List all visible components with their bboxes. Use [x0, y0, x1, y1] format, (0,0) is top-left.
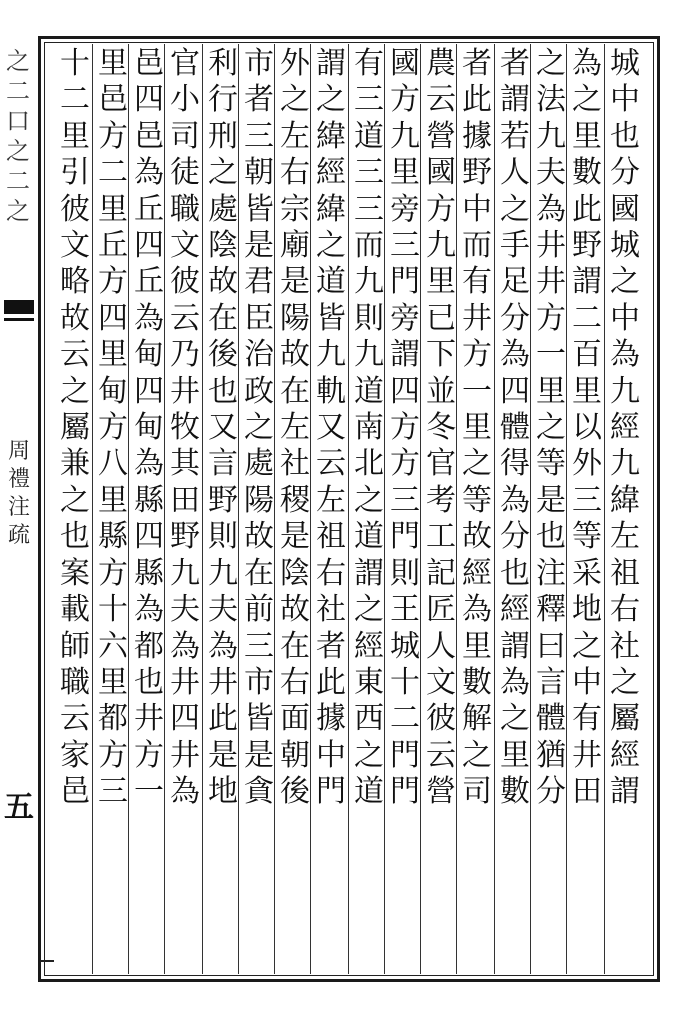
fish-tail-mark [4, 300, 34, 314]
bottom-tick [40, 960, 54, 962]
column-rule [604, 44, 605, 974]
text-column-6: 農云營國方九里已下並冬官考工記匠人文彼云營 [426, 46, 456, 810]
column-rule [494, 44, 495, 974]
text-column-14: 邑四邑為丘四丘為甸四甸為縣四縣為都也井方一 [134, 46, 164, 810]
text-column-12: 利行刑之處陰故在後也又言野則九夫為井此是地 [208, 46, 238, 810]
fish-tail-rule [4, 318, 34, 321]
text-column-8: 有三道三三而九則九道南北之道謂之經東西之道 [354, 46, 384, 810]
text-column-13: 官小司徒職文彼云乃井牧其田野九夫為井四井為 [170, 46, 200, 810]
text-column-10: 外之左右宗廟是陽故在左社稷是陰故在右面朝後 [280, 46, 310, 810]
column-rule [202, 44, 203, 974]
text-column-7: 國方九里旁三門旁謂四方方三門則王城十二門門 [390, 46, 420, 810]
text-column-1: 城中也分國城之中為九經九緯左祖右社之屬經謂 [610, 46, 640, 810]
column-rule [348, 44, 349, 974]
text-column-16: 十二里引彼文略故云之屬兼之也案載師職云家邑 [60, 46, 90, 810]
text-column-15: 里邑方二里丘方四里甸方八里縣方十六里都方三 [98, 46, 128, 810]
text-column-2: 為之里數此野謂二百里以外三等采地之中有井田 [572, 46, 602, 810]
text-column-3: 之法九夫為井井方一里之等是也注釋曰言體猶分 [536, 46, 566, 810]
column-rule [92, 44, 93, 974]
text-column-5: 者此據野中而有井方一里之等故經為里數解之司 [462, 46, 492, 810]
book-title: 周禮注疏 [7, 439, 30, 548]
text-column-11: 市者三朝皆是君臣治政之處陽故在前三市皆是貪 [244, 46, 274, 810]
text-column-4: 者謂若人之手足分為四體得為分也經謂為之里數 [500, 46, 530, 810]
page-number: 五 [4, 790, 34, 825]
text-column-9: 謂之緯經緯之道皆九軌又云左祖右社者此據中門 [316, 46, 346, 810]
margin-fragment: 之二口之二之 [6, 47, 30, 225]
